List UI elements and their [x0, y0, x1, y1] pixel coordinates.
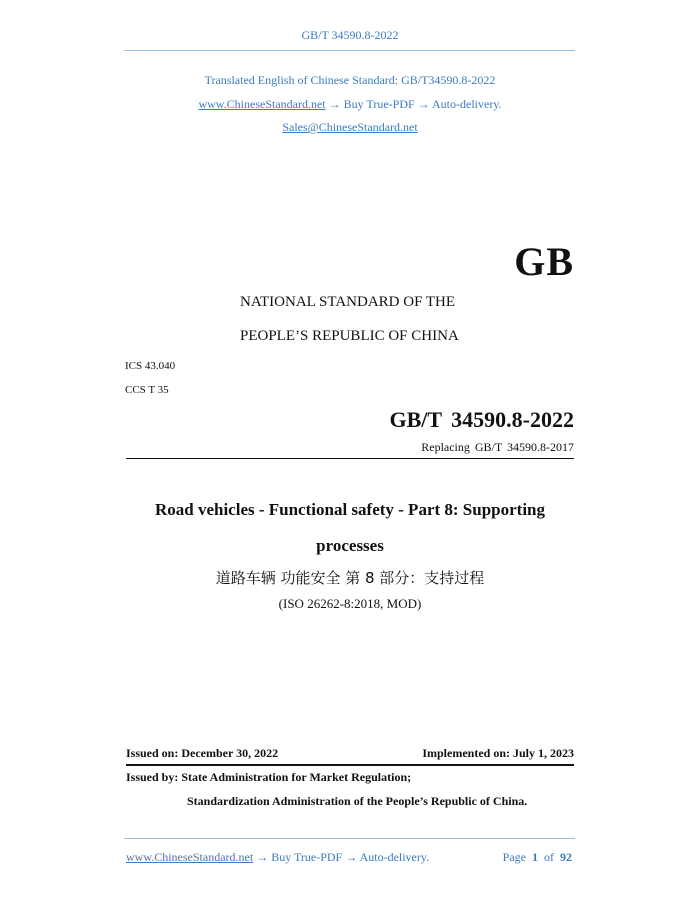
ics-code: ICS 43.040: [125, 360, 176, 372]
translated-notice: Translated English of Chinese Standard: GB/T34590.8-2022: [204, 73, 496, 87]
national-standard-line-1: NATIONAL STANDARD OF THE: [240, 294, 456, 310]
document-title-line-1: Road vehicles - Functional safety - Part 8: Supporting: [154, 500, 546, 519]
footer-site-link[interactable]: www.ChineseStandard.net: [126, 850, 254, 864]
page-total: 92: [560, 850, 572, 864]
issued-by-line-2: Standardization Administration of the People’s Republic of China.: [187, 794, 528, 808]
email-link[interactable]: Sales@ChineseStandard.net: [282, 120, 418, 134]
site-link[interactable]: www.ChineseStandard.net: [198, 97, 326, 111]
title-divider: [126, 458, 574, 459]
promo-line: [0, 97, 700, 112]
iso-reference: (ISO 26262-8:2018, MOD): [278, 596, 422, 611]
implemented-on-date: Implemented on: July 1, 2023: [422, 746, 574, 760]
page-indicator: [503, 850, 572, 865]
document-title-chinese: 道路车辆 功能安全 第 8 部分：支持过程: [215, 569, 485, 587]
issued-on-date: Issued on: December 30, 2022: [126, 746, 279, 760]
gb-mark: GB: [514, 239, 574, 284]
page-of: of: [544, 850, 554, 864]
buy-text: → Buy True-PDF → Auto-delivery.: [325, 97, 502, 111]
standard-code: GB/T 34590.8-2022: [389, 407, 574, 432]
page-current: 1: [532, 850, 538, 864]
ccs-code: CCS T 35: [125, 384, 169, 396]
running-header-title: GB/T 34590.8-2022: [301, 28, 399, 42]
page-label: Page: [502, 850, 526, 864]
footer-promo: [126, 850, 429, 865]
replacing-note: Replacing GB/T 34590.8-2017: [421, 440, 574, 454]
email-line: [0, 120, 700, 135]
issued-by-line-1: Issued by: State Administration for Market Regulation;: [126, 770, 412, 784]
issue-divider: [126, 764, 574, 766]
document-title-line-2: processes: [316, 536, 384, 555]
footer-buy-text: → Buy True-PDF → Auto-delivery.: [253, 850, 430, 864]
footer-divider: [124, 838, 575, 839]
header-divider: [124, 50, 575, 51]
national-standard-line-2: PEOPLE’S REPUBLIC OF CHINA: [240, 328, 459, 344]
